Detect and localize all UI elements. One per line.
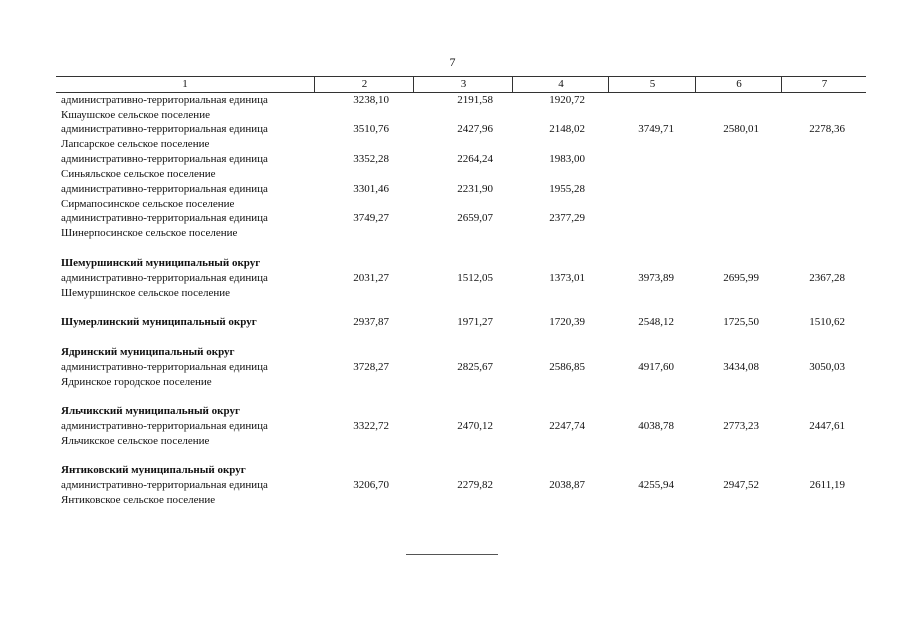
row-label [61,122,316,152]
page-number: 7 [449,55,456,69]
value-col6: 2580,01 [723,123,759,135]
value-col5: 2548,12 [638,316,674,328]
value-col6: 2947,52 [723,479,759,491]
settlement-name: Яльчикское сельское поселение [61,434,210,447]
value-col7: 2278,36 [809,123,845,135]
value-col7: 2367,28 [809,272,845,284]
row-label [61,211,316,241]
value-col3: 2191,58 [457,94,493,106]
value-col4: 2377,29 [549,212,585,224]
unit-type: административно-территориальная единица [61,212,268,224]
value-col4: 2148,02 [549,123,585,135]
value-col3: 1971,27 [457,316,493,328]
value-col5: 4038,78 [638,420,674,432]
settlement-name: Сирмапосинское сельское поселение [61,197,235,210]
column-header: 5 [608,77,696,92]
value-col6: 1725,50 [723,316,759,328]
column-header: 1 [182,78,188,90]
unit-type: административно-территориальная единица [61,419,268,432]
row-label [61,345,316,389]
row-label [61,182,316,212]
value-col5: 3749,71 [638,123,674,135]
district-heading: Янтиковский муниципальный округ [61,464,246,476]
value-col4: 2038,87 [549,479,585,491]
column-header: 2 [314,77,414,92]
column-header: 7 [781,77,867,92]
district-heading: Шемуршинский муниципальный округ [61,257,261,269]
value-col2: 3238,10 [353,94,389,106]
value-col4: 1955,28 [549,183,585,195]
unit-type: административно-территориальная единица [61,360,268,373]
value-col3: 2279,82 [457,479,493,491]
value-col3: 2825,67 [457,361,493,373]
row-label [61,152,316,182]
unit-type: административно-территориальная единица [61,123,268,135]
settlement-name: Шинерпосинское сельское поселение [61,226,238,239]
value-col5: 3973,89 [638,272,674,284]
value-col4: 1373,01 [549,272,585,284]
value-col5: 4255,94 [638,479,674,491]
value-col3: 2264,24 [457,153,493,165]
unit-type: административно-территориальная единица [61,478,268,491]
value-col7: 2447,61 [809,420,845,432]
value-col7: 3050,03 [809,361,845,373]
value-col5: 4917,60 [638,361,674,373]
value-col2: 3728,27 [353,361,389,373]
settlement-name: Янтиковское сельское поселение [61,493,216,506]
column-header: 6 [695,77,782,92]
value-col4: 1920,72 [549,94,585,106]
settlement-name: Ядринское городское поселение [61,375,212,388]
value-col3: 2659,07 [457,212,493,224]
row-label [61,256,316,300]
value-col2: 3322,72 [353,420,389,432]
unit-type: административно-территориальная единица [61,271,268,284]
value-col3: 2470,12 [457,420,493,432]
row-label [61,463,316,507]
value-col4: 1720,39 [549,316,585,328]
value-col3: 1512,05 [457,272,493,284]
table-header [56,76,866,93]
value-col4: 2247,74 [549,420,585,432]
row-label [61,315,316,330]
value-col2: 3749,27 [353,212,389,224]
row-label [61,93,316,123]
value-col2: 2937,87 [353,316,389,328]
unit-type: административно-территориальная единица [61,183,268,195]
settlement-name: Лапсарское сельское поселение [61,137,210,150]
value-col2: 3206,70 [353,479,389,491]
district-heading: Яльчикский муниципальный округ [61,405,240,417]
value-col2: 3352,28 [353,153,389,165]
value-col2: 3510,76 [353,123,389,135]
district-heading: Ядринский муниципальный округ [61,346,235,358]
value-col4: 2586,85 [549,361,585,373]
value-col7: 2611,19 [809,479,845,491]
value-col3: 2231,90 [457,183,493,195]
unit-type: административно-территориальная единица [61,94,268,106]
footer-divider [406,554,498,555]
settlement-name: Синьяльское сельское поселение [61,167,216,180]
column-header: 3 [413,77,513,92]
value-col6: 2695,99 [723,272,759,284]
district-heading: Шумерлинский муниципальный округ [61,316,257,328]
unit-type: административно-территориальная единица [61,153,268,165]
value-col3: 2427,96 [457,123,493,135]
value-col2: 3301,46 [353,183,389,195]
value-col2: 2031,27 [353,272,389,284]
value-col7: 1510,62 [809,316,845,328]
value-col6: 3434,08 [723,361,759,373]
column-header: 4 [512,77,609,92]
settlement-name: Кшаушское сельское поселение [61,108,210,121]
value-col4: 1983,00 [549,153,585,165]
settlement-name: Шемуршинское сельское поселение [61,286,231,299]
row-label [61,404,316,448]
value-col6: 2773,23 [723,420,759,432]
